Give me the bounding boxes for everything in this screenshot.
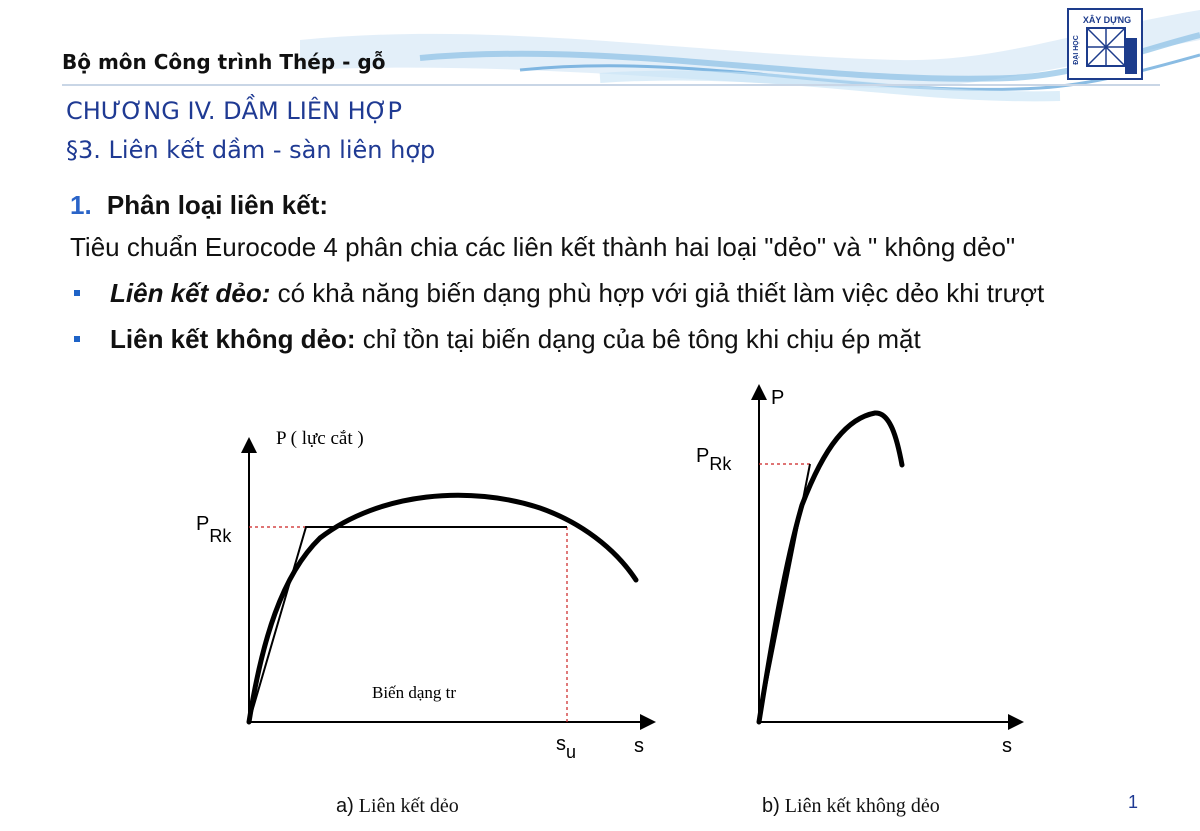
item-number: 1.: [70, 190, 92, 220]
figure-a-prk-label: PRk: [196, 513, 232, 546]
figure-a-caption-text: Liên kết dẻo: [353, 795, 459, 817]
figure-b-y-axis-label: P: [771, 387, 785, 409]
figure-a-caption-letter: a): [336, 795, 354, 817]
figure-b-prk-label: PRk: [696, 445, 732, 474]
figure-b-caption-letter: b): [762, 795, 780, 817]
bullet-text: chỉ tồn tại biến dạng của bê tông khi chịu ép mặt: [355, 324, 921, 354]
chapter-title: CHƯƠNG IV. DẦM LIÊN HỢP: [66, 97, 403, 125]
logo-text-side: ĐẠI HỌC: [1073, 35, 1080, 65]
page-number: 1: [1128, 792, 1139, 812]
figure-a-inner-label: Biến dạng tr: [372, 683, 457, 702]
department-name: Bộ môn Công trình Thép - gỗ: [62, 50, 386, 74]
figure-b-caption: [762, 795, 940, 818]
figure-b-load-slip-curve: [759, 413, 902, 722]
item-heading: Phân loại liên kết:: [106, 190, 328, 220]
figure-b-x-axis-label: s: [1002, 735, 1012, 757]
section-title: §3. Liên kết dầm - sàn liên hợp: [66, 136, 436, 164]
figure-a-x-axis-label: s: [634, 735, 644, 757]
figure-a-y-axis-label: P ( lực cắt ): [276, 428, 364, 449]
bullet-term: Liên kết không dẻo:: [110, 324, 356, 354]
figure-a-caption: [336, 795, 459, 818]
figure-b-caption-text: Liên kết không dẻo: [779, 795, 940, 817]
logo-text-top: XÂY DỰNG: [1082, 15, 1132, 25]
intro-text: Tiêu chuẩn Eurocode 4 phân chia các liên kết thành hai loại "dẻo" và " không dẻo": [70, 232, 1016, 262]
bullet-text: có khả năng biến dạng phù hợp với giả thiết làm việc dẻo khi trượt: [270, 278, 1045, 308]
figure-a-su-label: su: [556, 733, 577, 762]
bullet-term: Liên kết dẻo:: [110, 278, 271, 308]
